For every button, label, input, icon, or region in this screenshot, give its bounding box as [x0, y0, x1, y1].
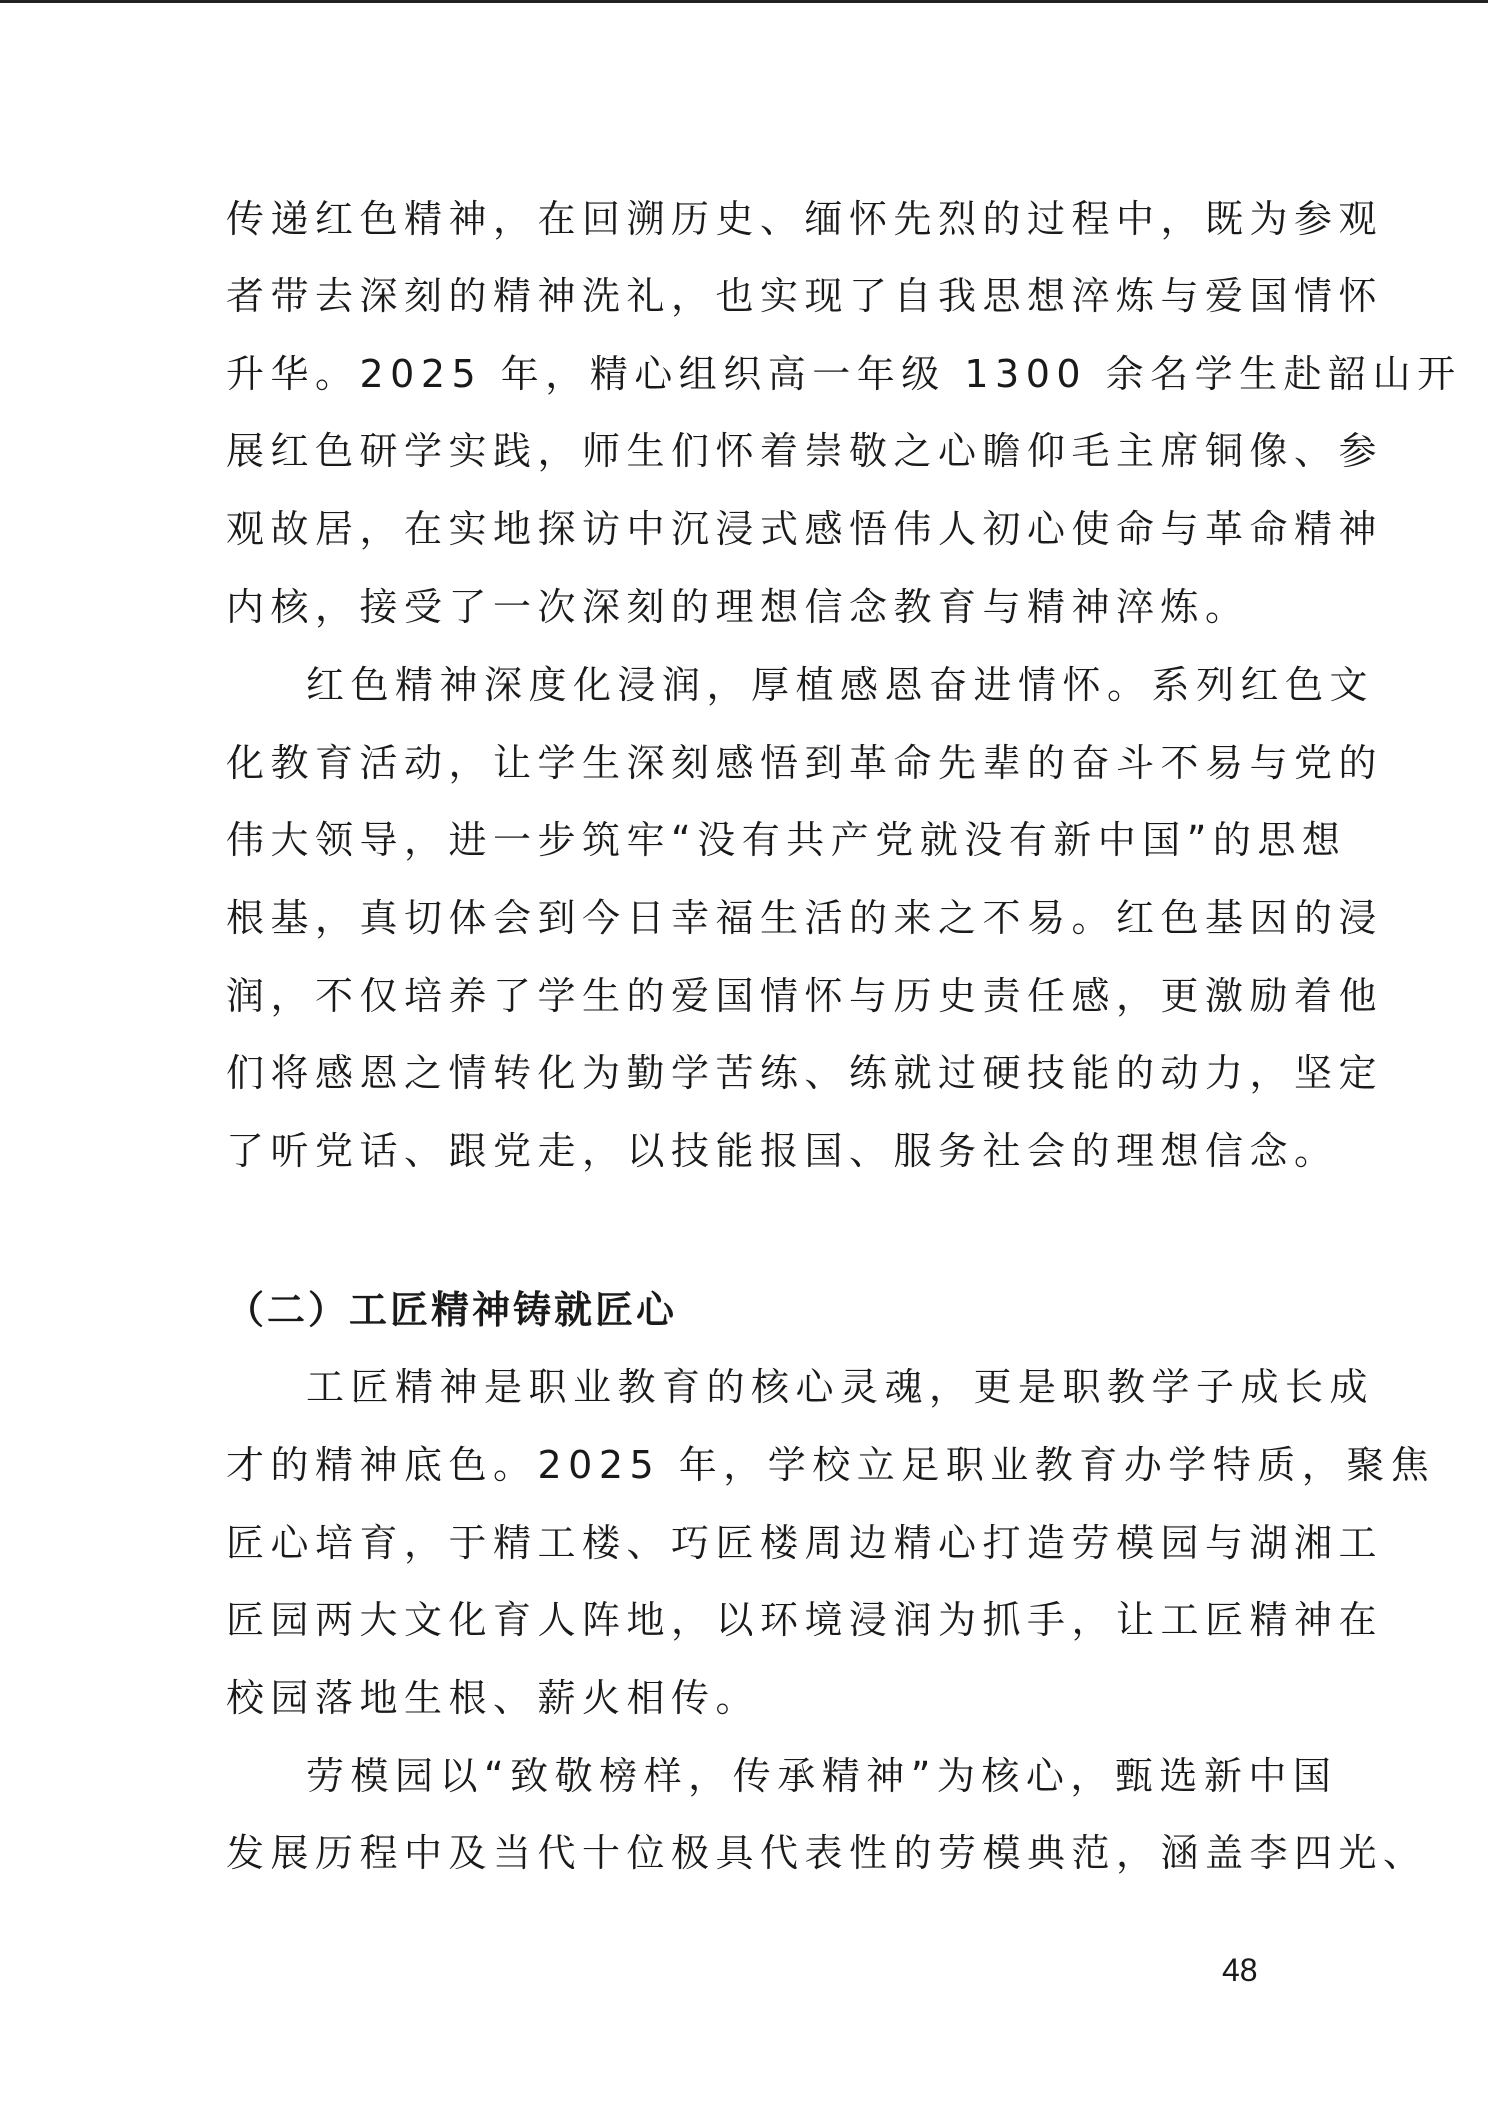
text-line: 红色精神深度化浸润，厚植感恩奋进情怀。系列红色文 — [306, 663, 1375, 707]
text-line: 发展历程中及当代十位极具代表性的劳模典范，涵盖李四光、 — [226, 1831, 1428, 1875]
text-line: 们将感恩之情转化为勤学苦练、练就过硬技能的动力，坚定 — [226, 1051, 1384, 1095]
section-heading: （二）工匠精神铸就匠心 — [226, 1288, 678, 1332]
text-line: 观故居，在实地探访中沉浸式感悟伟人初心使命与革命精神 — [226, 507, 1384, 551]
text-line: 伟大领导，进一步筑牢“没有共产党就没有新中国”的思想 — [226, 818, 1347, 862]
text-line: 化教育活动，让学生深刻感悟到革命先辈的奋斗不易与党的 — [226, 741, 1384, 785]
text-line: 者带去深刻的精神洗礼，也实现了自我思想淬炼与爱国情怀 — [226, 274, 1384, 318]
text-line: 匠心培育，于精工楼、巧匠楼周边精心打造劳模园与湖湘工 — [226, 1521, 1384, 1565]
text-line: 才的精神底色。2025 年，学校立足职业教育办学特质，聚焦 — [226, 1443, 1436, 1487]
text-line: 匠园两大文化育人阵地，以环境浸润为抓手，让工匠精神在 — [226, 1598, 1384, 1642]
top-border-rule — [0, 0, 1488, 3]
text-line: 传递红色精神，在回溯历史、缅怀先烈的过程中，既为参观 — [226, 197, 1384, 241]
text-line: 升华。2025 年，精心组织高一年级 1300 余名学生赴韶山开 — [226, 352, 1462, 396]
text-line: 内核，接受了一次深刻的理想信念教育与精神淬炼。 — [226, 585, 1250, 629]
text-line: 润，不仅培养了学生的爱国情怀与历史责任感，更激励着他 — [226, 974, 1384, 1018]
text-line: 校园落地生根、薪火相传。 — [226, 1676, 761, 1720]
page-number: 48 — [1222, 1952, 1258, 1988]
text-line: 工匠精神是职业教育的核心灵魂，更是职教学子成长成 — [306, 1365, 1375, 1409]
text-line: 根基，真切体会到今日幸福生活的来之不易。红色基因的浸 — [226, 896, 1384, 940]
text-line: 展红色研学实践，师生们怀着崇敬之心瞻仰毛主席铜像、参 — [226, 429, 1384, 473]
text-line: 劳模园以“致敬榜样，传承精神”为核心，甄选新中国 — [306, 1754, 1338, 1798]
text-line: 了听党话、跟党走，以技能报国、服务社会的理想信念。 — [226, 1129, 1339, 1173]
